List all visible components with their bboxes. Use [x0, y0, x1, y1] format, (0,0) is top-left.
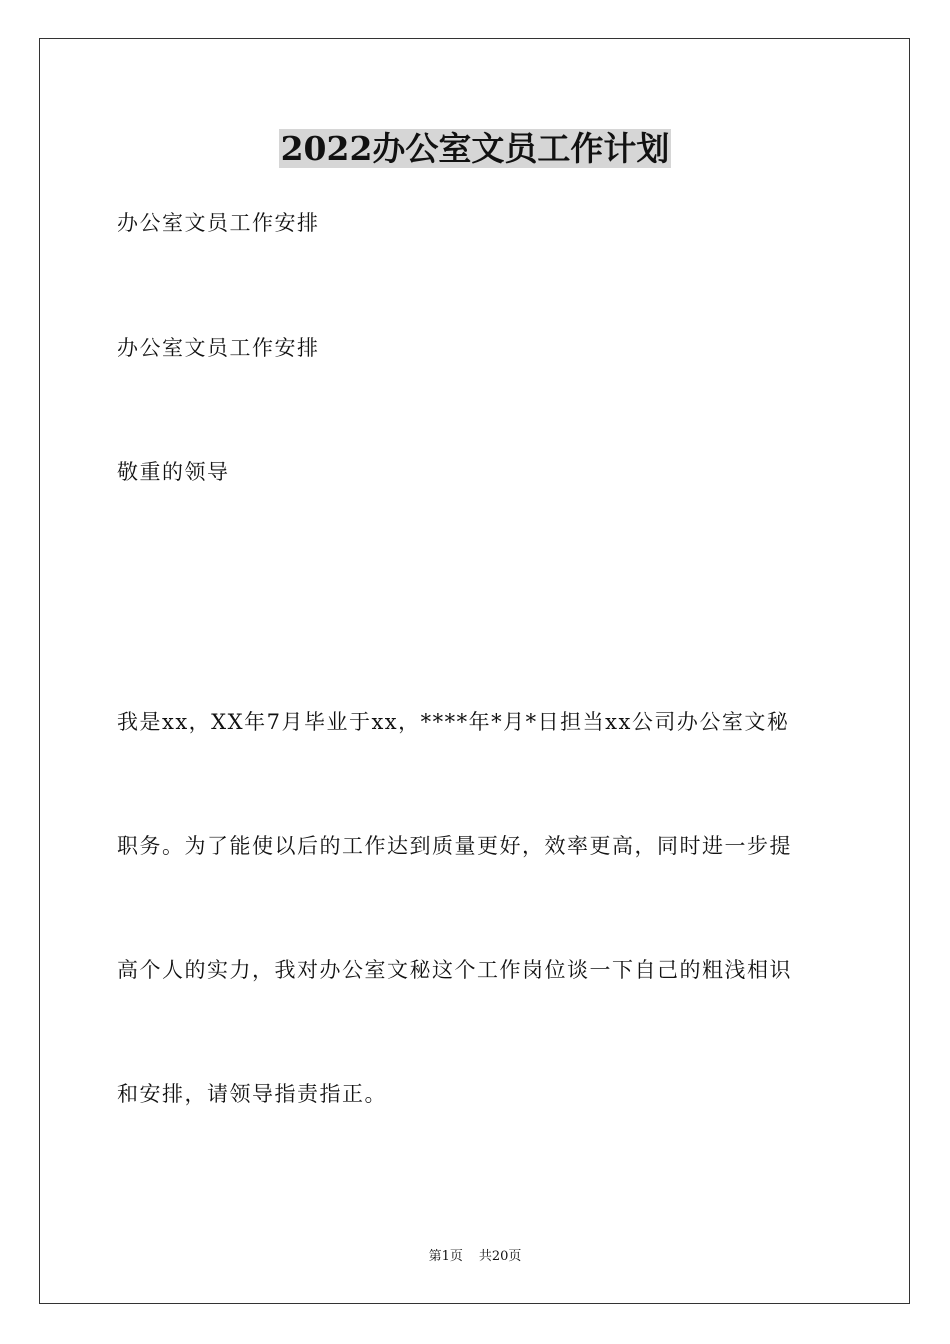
document-title-text: 2022办公室文员工作计划: [280, 129, 670, 168]
document-title: [0, 128, 950, 170]
page-total: 共20页: [478, 1249, 522, 1264]
salutation: 敬重的领导: [117, 460, 230, 484]
subheading-paragraph: 办公室文员工作安排: [117, 336, 320, 360]
body-line: 职务。为了能使以后的工作达到质量更好，效率更高，同时进一步提: [117, 834, 792, 858]
body-line: 高个人的实力，我对办公室文秘这个工作岗位谈一下自己的粗浅相识: [117, 958, 792, 982]
page-number: 第1页: [428, 1249, 463, 1264]
body-line: 我是xx，XX年7月毕业于xx，****年*月*日担当xx公司办公室文秘: [117, 710, 790, 734]
body-line: 和安排，请领导指责指正。: [117, 1082, 387, 1106]
heading-paragraph: 办公室文员工作安排: [117, 211, 320, 235]
page-footer: [0, 1248, 950, 1266]
